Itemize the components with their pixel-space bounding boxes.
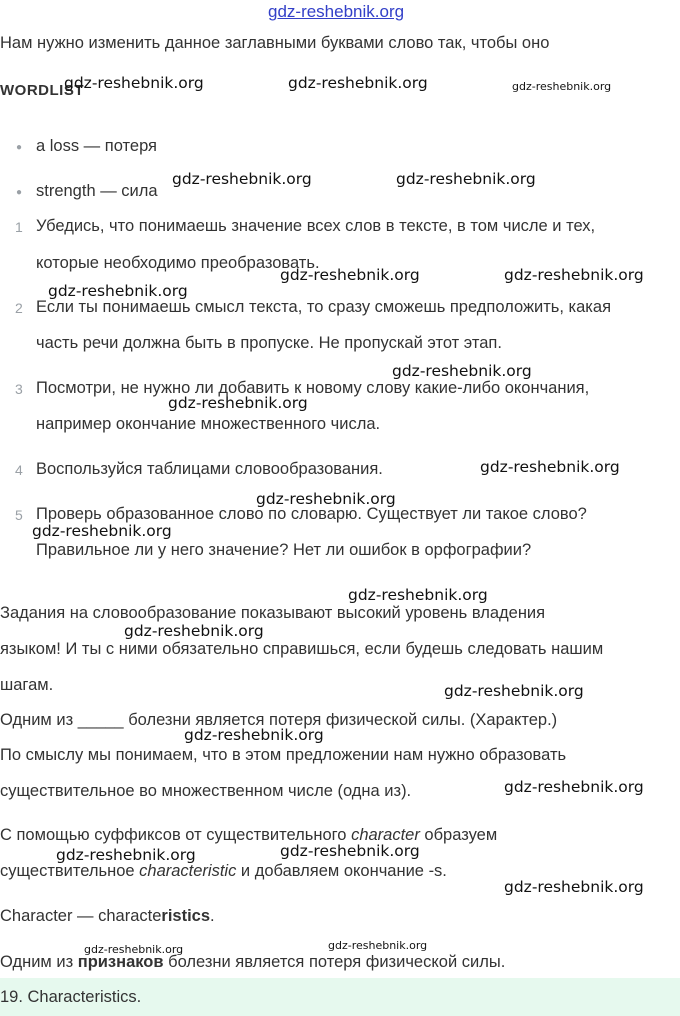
watermark: gdz-reshebnik.org bbox=[504, 878, 644, 896]
watermark: gdz-reshebnik.org bbox=[256, 490, 396, 508]
watermark: gdz-reshebnik.org bbox=[504, 266, 644, 284]
text-span: образуем bbox=[419, 826, 498, 844]
step-text: которые необходимо преобразовать. bbox=[36, 254, 320, 272]
example-sentence: Одним из _____ болезни является потеря физической силы. (Характер.) bbox=[0, 711, 558, 729]
watermark: gdz-reshebnik.org bbox=[168, 394, 308, 412]
step-number: 4 bbox=[15, 462, 23, 478]
paragraph bbox=[0, 907, 215, 926]
step-number: 5 bbox=[15, 507, 23, 523]
watermark: gdz-reshebnik.org bbox=[280, 842, 420, 860]
step-number: 1 bbox=[15, 219, 23, 235]
step-text: Если ты понимаешь смысл текста, то сразу сможешь предположить, какая bbox=[36, 298, 612, 316]
text-span: . bbox=[210, 907, 215, 925]
watermark: gdz-reshebnik.org bbox=[184, 726, 324, 744]
watermark: gdz-reshebnik.org bbox=[392, 362, 532, 380]
step-text: часть речи должна быть в пропуске. Не пропускай этот этап. bbox=[36, 334, 502, 352]
watermark: gdz-reshebnik.org bbox=[56, 846, 196, 864]
step-text: Посмотри, не нужно ли добавить к новому слову какие-либо окончания, bbox=[36, 379, 590, 397]
watermark: gdz-reshebnik.org bbox=[84, 943, 184, 956]
bold-text: признаков bbox=[77, 953, 164, 971]
watermark: gdz-reshebnik.org bbox=[48, 282, 188, 300]
answer-text: 19. Characteristics. bbox=[0, 988, 142, 1006]
watermark: gdz-reshebnik.org bbox=[504, 778, 644, 796]
paragraph: языком! И ты с ними обязательно справишься, если будешь следовать нашим bbox=[0, 640, 604, 658]
paragraph: существительное во множественном числе (одна из). bbox=[0, 782, 412, 800]
text-span: болезни является потеря физической силы. bbox=[163, 953, 506, 971]
answer-box bbox=[0, 978, 680, 1016]
wordlist-heading: WORDLIST bbox=[0, 82, 84, 99]
watermark: gdz-reshebnik.org bbox=[444, 682, 584, 700]
paragraph: По смыслу мы понимаем, что в этом предложении нам нужно образовать bbox=[0, 746, 567, 764]
intro-text: Нам нужно изменить данное заглавными буквами слово так, чтобы оно bbox=[0, 34, 550, 52]
step-number: 3 bbox=[15, 381, 23, 397]
paragraph bbox=[0, 826, 497, 845]
step-number: 2 bbox=[15, 300, 23, 316]
watermark: gdz-reshebnik.org bbox=[288, 74, 428, 92]
emphasis: character bbox=[351, 826, 420, 844]
text-span: существительное bbox=[0, 862, 140, 880]
watermark: gdz-reshebnik.org bbox=[480, 458, 620, 476]
site-link[interactable]: gdz-reshebnik.org bbox=[268, 2, 405, 21]
watermark: gdz-reshebnik.org bbox=[512, 80, 612, 93]
watermark: gdz-reshebnik.org bbox=[124, 622, 264, 640]
paragraph: шагам. bbox=[0, 676, 54, 694]
text-span: Одним из bbox=[0, 953, 78, 971]
watermark: gdz-reshebnik.org bbox=[172, 170, 312, 188]
watermark: gdz-reshebnik.org bbox=[280, 266, 420, 284]
step-text: Убедись, что понимаешь значение всех слов в тексте, в том числе и тех, bbox=[36, 217, 596, 235]
paragraph bbox=[0, 862, 447, 881]
watermark: gdz-reshebnik.org bbox=[328, 939, 428, 952]
watermark: gdz-reshebnik.org bbox=[348, 586, 488, 604]
watermark: gdz-reshebnik.org bbox=[64, 74, 204, 92]
bold-text: ristics bbox=[161, 907, 211, 925]
text-span: Character — characte bbox=[0, 907, 162, 925]
bullet-icon: ● bbox=[16, 142, 23, 153]
paragraph bbox=[0, 953, 505, 972]
paragraph: Задания на словообразование показывают высокий уровень владения bbox=[0, 604, 546, 622]
text-span: С помощью суффиксов от существительного bbox=[0, 826, 352, 844]
bullet-icon: ● bbox=[16, 187, 23, 198]
step-text: Воспользуйся таблицами словообразования. bbox=[36, 460, 383, 478]
emphasis: characteristic bbox=[139, 862, 237, 880]
watermark: gdz-reshebnik.org bbox=[396, 170, 536, 188]
wordlist-item: a loss — потеря bbox=[36, 137, 157, 155]
wordlist-item: strength — сила bbox=[36, 182, 158, 200]
step-text: Проверь образованное слово по словарю. Существует ли такое слово? bbox=[36, 505, 587, 523]
step-text: Правильное ли у него значение? Нет ли ошибок в орфографии? bbox=[36, 541, 532, 559]
step-text: например окончание множественного числа. bbox=[36, 415, 381, 433]
text-span: и добавляем окончание -s. bbox=[236, 862, 447, 880]
watermark: gdz-reshebnik.org bbox=[32, 522, 172, 540]
